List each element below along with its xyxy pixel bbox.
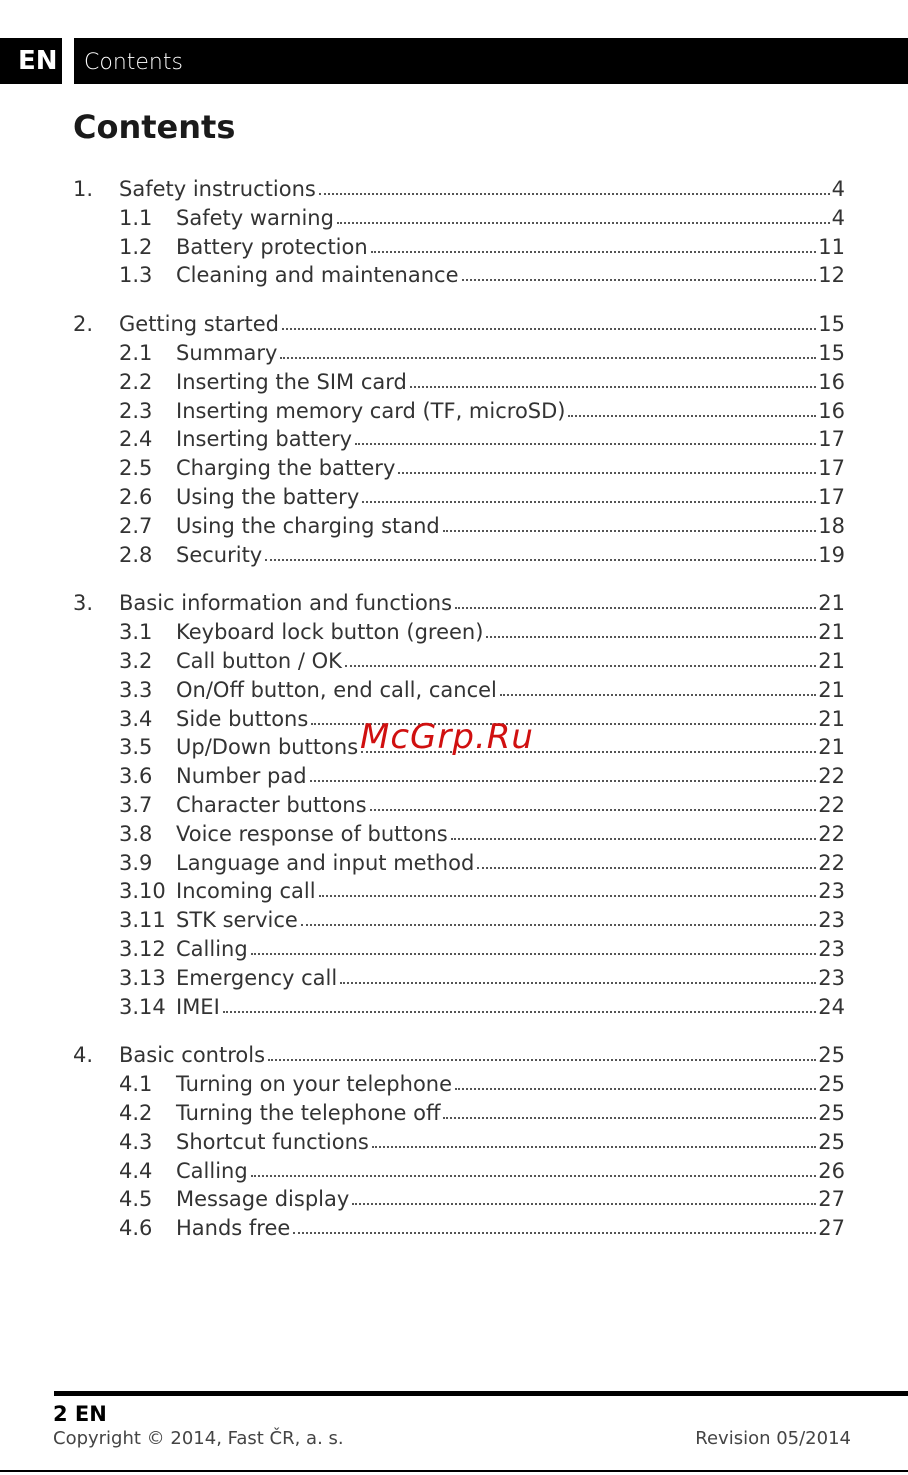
toc-subentry[interactable] — [119, 538, 845, 567]
toc-page-number: 24 — [818, 994, 845, 1019]
toc-label: Call button / OK — [176, 649, 342, 673]
toc-leader-dots — [370, 808, 817, 811]
toc-subentry[interactable] — [119, 817, 845, 846]
toc-label: Using the charging stand — [176, 513, 440, 538]
toc-label: Cleaning and maintenance — [176, 263, 459, 288]
toc-number: 3.8 — [119, 821, 153, 846]
toc-number: 3.12 — [119, 937, 166, 961]
toc-label: Calling — [176, 937, 248, 961]
toc-label: Security — [176, 542, 263, 567]
toc-number: 2.2 — [119, 369, 153, 394]
toc-leader-dots — [486, 635, 816, 638]
toc-page-number: 21 — [818, 649, 845, 673]
toc-page-number: 25 — [818, 1129, 845, 1154]
toc-label: Shortcut functions — [176, 1129, 369, 1154]
toc-leader-dots — [319, 192, 830, 195]
toc-subentry[interactable] — [119, 336, 845, 365]
toc-number: 3.5 — [119, 735, 153, 760]
toc-number: 2.8 — [119, 542, 153, 567]
toc-page-number: 21 — [818, 591, 845, 616]
toc-page-number: 21 — [818, 620, 845, 645]
toc-label: Inserting memory card (TF, microSD) — [176, 398, 566, 423]
toc-page-number: 19 — [818, 542, 845, 567]
toc-subentry[interactable] — [119, 258, 845, 287]
toc-leader-dots — [462, 278, 817, 281]
toc-label: On/Off button, end call, cancel — [176, 677, 497, 702]
toc-page-number: 23 — [818, 965, 845, 990]
toc-leader-dots — [455, 606, 816, 609]
footer-page-number: 2 EN — [53, 1402, 107, 1426]
toc-leader-dots — [251, 1174, 817, 1177]
toc-label: STK service — [176, 908, 298, 933]
toc-page-number: 11 — [818, 234, 845, 259]
toc-label: IMEI — [176, 994, 220, 1019]
toc-subentry[interactable] — [119, 846, 845, 875]
toc-label: Basic information and functions — [119, 591, 453, 616]
toc-leader-dots — [280, 356, 816, 359]
toc-page-number: 22 — [818, 821, 845, 846]
toc-label: Calling — [176, 1158, 248, 1183]
toc-number: 4.1 — [119, 1072, 153, 1097]
toc-number: 2.1 — [119, 341, 153, 365]
bottom-divider — [0, 1470, 908, 1472]
toc-subentry[interactable] — [119, 230, 845, 259]
toc-number: 2.7 — [119, 513, 153, 538]
toc-subentry[interactable] — [119, 1154, 845, 1183]
toc-leader-dots — [372, 1145, 816, 1148]
toc-page-number: 15 — [818, 341, 845, 365]
toc-label: Language and input method — [176, 850, 475, 875]
toc-number: 2.4 — [119, 427, 153, 452]
toc-subentry[interactable] — [119, 673, 845, 702]
toc-number: 3. — [73, 591, 94, 616]
toc-number: 4. — [73, 1043, 94, 1068]
toc-label: Character buttons — [176, 793, 367, 817]
toc-page-number: 25 — [818, 1043, 845, 1068]
toc-page-number: 12 — [818, 263, 845, 288]
toc-page-number: 23 — [818, 937, 845, 961]
toc-number: 3.10 — [119, 879, 166, 904]
toc-page-number: 17 — [818, 456, 845, 481]
toc-number: 3.7 — [119, 793, 153, 817]
toc-number: 3.9 — [119, 850, 153, 875]
toc-leader-dots — [251, 952, 817, 955]
toc-leader-dots — [568, 414, 816, 417]
toc-page-number: 25 — [818, 1101, 845, 1125]
toc-subentry[interactable] — [119, 874, 845, 903]
toc-page-number: 16 — [818, 398, 845, 423]
toc-subentry[interactable] — [119, 422, 845, 451]
toc-subentry[interactable] — [119, 1096, 845, 1125]
toc-subentry[interactable] — [119, 451, 845, 480]
toc-page-number: 15 — [818, 312, 845, 337]
toc-number: 4.6 — [119, 1216, 153, 1241]
toc-number: 2.6 — [119, 485, 153, 509]
toc-entry[interactable] — [73, 172, 845, 201]
toc-page-number: 23 — [818, 908, 845, 933]
toc-leader-dots — [265, 558, 816, 561]
toc-page-number: 17 — [818, 485, 845, 509]
toc-page-number: 23 — [818, 879, 845, 904]
toc-leader-dots — [371, 250, 817, 253]
toc-subentry[interactable] — [119, 903, 845, 932]
toc-entry[interactable] — [73, 586, 845, 615]
toc-number: 3.4 — [119, 706, 153, 731]
toc-subentry[interactable] — [119, 480, 845, 509]
toc-page-number: 21 — [818, 735, 845, 760]
toc-number: 3.6 — [119, 764, 153, 789]
toc-subentry[interactable] — [119, 990, 845, 1019]
header-bar — [0, 38, 908, 84]
toc-number: 3.1 — [119, 620, 153, 645]
toc-number: 4.5 — [119, 1187, 153, 1212]
toc-number: 3.14 — [119, 994, 166, 1019]
toc-page-number: 22 — [818, 793, 845, 817]
toc-number: 3.13 — [119, 965, 166, 990]
toc-page-number: 22 — [818, 764, 845, 789]
toc-label: Basic controls — [119, 1043, 266, 1068]
toc-leader-dots — [451, 837, 817, 840]
toc-leader-dots — [443, 1116, 816, 1119]
toc-leader-dots — [355, 442, 816, 445]
toc-page-number: 25 — [818, 1072, 845, 1097]
watermark-logo: McGrp.Ru — [360, 717, 534, 757]
toc-label: Inserting the SIM card — [176, 369, 407, 394]
header-title: Contents — [84, 50, 183, 75]
toc-leader-dots — [301, 923, 816, 926]
toc-label: Safety warning — [176, 205, 334, 230]
toc-leader-dots — [500, 693, 816, 696]
toc-label: Message display — [176, 1187, 350, 1212]
toc-page-number: 16 — [818, 369, 845, 394]
toc-subentry[interactable] — [119, 644, 845, 673]
language-tag: EN — [0, 38, 62, 84]
toc-number: 4.2 — [119, 1101, 153, 1125]
toc-subentry[interactable] — [119, 1182, 845, 1211]
toc-page-number: 22 — [818, 850, 845, 875]
toc-leader-dots — [443, 529, 817, 532]
toc-page-number: 21 — [818, 706, 845, 731]
toc-number: 4.4 — [119, 1158, 153, 1183]
toc-label: Summary — [176, 341, 278, 365]
toc-leader-dots — [477, 866, 816, 869]
footer-revision: Revision 05/2014 — [695, 1428, 851, 1449]
toc-page-number: 27 — [818, 1187, 845, 1212]
toc-leader-dots — [282, 327, 816, 330]
toc-page-number: 27 — [818, 1216, 845, 1241]
toc-leader-dots — [337, 221, 830, 224]
toc-number: 3.11 — [119, 908, 166, 933]
toc-label: Getting started — [119, 312, 279, 337]
footer-copyright: Copyright © 2014, Fast ČR, a. s. — [53, 1428, 344, 1449]
toc-subentry[interactable] — [119, 932, 845, 961]
toc-label: Battery protection — [176, 234, 368, 259]
toc-leader-dots — [340, 981, 816, 984]
toc-subentry[interactable] — [119, 961, 845, 990]
toc-leader-dots — [352, 1202, 816, 1205]
toc-label: Charging the battery — [176, 456, 396, 481]
toc-subentry[interactable] — [119, 365, 845, 394]
toc-label: Safety instructions — [119, 177, 316, 201]
toc-number: 2. — [73, 312, 94, 337]
toc-page-number: 18 — [818, 513, 845, 538]
toc-subentry[interactable] — [119, 1211, 845, 1240]
toc-leader-dots — [455, 1087, 816, 1090]
header-divider — [62, 38, 74, 84]
toc-subentry[interactable] — [119, 394, 845, 423]
toc-subentry[interactable] — [119, 201, 845, 230]
toc-label: Turning the telephone off — [176, 1101, 441, 1125]
toc-label: Turning on your telephone — [176, 1072, 453, 1097]
toc-number: 1.3 — [119, 263, 153, 288]
toc-leader-dots — [319, 894, 817, 897]
toc-subentry[interactable] — [119, 1125, 845, 1154]
toc-number: 3.2 — [119, 649, 153, 673]
toc-number: 1.1 — [119, 205, 153, 230]
toc-page-number: 4 — [831, 177, 845, 201]
toc-leader-dots — [398, 471, 816, 474]
toc-page-number: 4 — [831, 205, 845, 230]
toc-label: Hands free — [176, 1216, 291, 1241]
toc-label: Incoming call — [176, 879, 316, 904]
toc-number: 1. — [73, 177, 94, 201]
toc-number: 4.3 — [119, 1129, 153, 1154]
toc-label: Voice response of buttons — [176, 821, 448, 846]
toc-leader-dots — [410, 385, 816, 388]
toc-page-number: 26 — [818, 1158, 845, 1183]
toc-label: Side buttons — [176, 706, 309, 731]
page-title: Contents — [73, 108, 236, 146]
toc-leader-dots — [310, 779, 817, 782]
toc-entry[interactable] — [73, 307, 845, 336]
toc-subentry[interactable] — [119, 615, 845, 644]
toc-label: Up/Down buttons — [176, 735, 359, 760]
toc-leader-dots — [362, 500, 816, 503]
toc-entry[interactable] — [73, 1038, 845, 1067]
toc-label: Emergency call — [176, 965, 338, 990]
toc-leader-dots — [345, 664, 816, 667]
toc-subentry[interactable] — [119, 759, 845, 788]
toc-number: 2.5 — [119, 456, 153, 481]
toc-leader-dots — [223, 1010, 816, 1013]
toc-label: Using the battery — [176, 485, 360, 509]
toc-label: Number pad — [176, 764, 307, 789]
footer-divider — [54, 1391, 908, 1396]
toc-leader-dots — [293, 1231, 816, 1234]
toc-label: Inserting battery — [176, 427, 353, 452]
toc-number: 2.3 — [119, 398, 153, 423]
toc-page-number: 17 — [818, 427, 845, 452]
toc-leader-dots — [268, 1058, 816, 1061]
toc-subentry[interactable] — [119, 509, 845, 538]
toc-subentry[interactable] — [119, 1067, 845, 1096]
toc-number: 1.2 — [119, 234, 153, 259]
toc-page-number: 21 — [818, 677, 845, 702]
toc-label: Keyboard lock button (green) — [176, 620, 484, 645]
toc-subentry[interactable] — [119, 788, 845, 817]
toc-number: 3.3 — [119, 677, 153, 702]
